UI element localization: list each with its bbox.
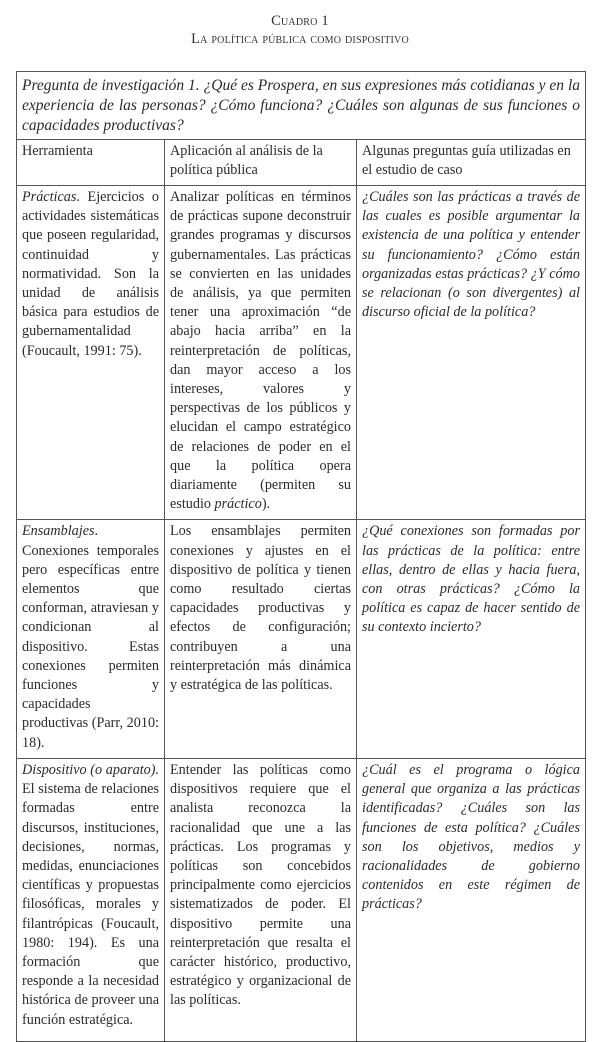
application-cell bbox=[165, 186, 357, 520]
tool-cell bbox=[17, 758, 165, 1041]
tool-term: Ensamblajes bbox=[22, 523, 95, 540]
questions-cell: ¿Cuál es el programa o lógica general que organiza a las prácticas identificadas? ¿Cuáles son las funciones de esta política? ¿Cuáles son los objetivos, medios y racionalidades de gobierno contenidos en este régimen de prácticas? bbox=[357, 758, 586, 1041]
table-row bbox=[17, 186, 586, 520]
table-caption bbox=[0, 12, 600, 48]
table-row bbox=[17, 520, 586, 758]
questions-cell: ¿Qué conexiones son formadas por las prácticas de la política: entre ellas, dentro de ellas y hacia fuera, con otras prácticas? ¿Cómo la política es capaz de hacer sentido de su contexto incierto? bbox=[357, 520, 586, 758]
tool-definition: . Ejercicios o actividades sistemáticas que poseen regularidad, continuidad y normatividad. Son la unidad de análisis básica para estudios de gubernamentalidad (Foucault, 1991: 75). bbox=[22, 189, 159, 359]
questions-cell: ¿Cuáles son las prácticas a través de las cuales es posible argumentar la existencia de una política y entender su funcionamiento? ¿Cómo están organizadas estas prácticas? ¿Y cómo se relacionan (o son divergentes) al discurso oficial de la política? bbox=[357, 186, 586, 520]
header-application: Aplicación al análisis de la política pública bbox=[165, 140, 357, 186]
application-emphasis: práctico bbox=[214, 496, 262, 513]
application-cell bbox=[165, 520, 357, 758]
tool-cell bbox=[17, 186, 165, 520]
header-row bbox=[17, 140, 586, 186]
question-row bbox=[17, 72, 586, 140]
application-text-end: ). bbox=[261, 496, 271, 513]
tool-term: Dispositivo (o aparato). bbox=[22, 761, 159, 778]
application-text: Entender las políticas como dispositivos requiere que el analista reconozca la racionalidad que une a las prácticas. Los programas y políticas son concebidos principalmente como ejercicios sistematizados de poder. El dispositivo permite una reinterpretación que resalta el carácter histórico, productivo, estratégico y organizacional de las políticas. bbox=[170, 761, 351, 1009]
caption-label: Cuadro 1 bbox=[271, 13, 329, 29]
policy-dispositive-table bbox=[16, 71, 586, 1042]
application-text: Analizar políticas en términos de prácticas supone deconstruir grandes programas y discursos gubernamentales. Las prácticas se convierten en las unidades de análisis, ya que permiten tener una aproximación “de abajo hacia arriba” en la reinterpretación de políticas, dan mayor acceso a los intereses, valores y perspectivas de los públicos y elucidan el campo estratégico de relaciones de poder en el que la política opera diariamente (permiten su estudio bbox=[170, 189, 351, 513]
application-cell bbox=[165, 758, 357, 1041]
tool-term: Prácticas bbox=[22, 189, 77, 205]
application-text: Los ensamblajes permiten conexiones y ajustes en el dispositivo de política y tienen como resultado ciertas capacidades productivas y efectos de configuración; contribuyen a una reinterpretación más dinámica y estratégica de las políticas. bbox=[170, 523, 351, 694]
table-row bbox=[17, 758, 586, 1041]
header-questions: Algunas preguntas guía utilizadas en el estudio de caso bbox=[357, 140, 586, 186]
header-tool: Herramienta bbox=[17, 140, 165, 186]
tool-cell bbox=[17, 520, 165, 758]
caption-title: La política pública como dispositivo bbox=[191, 31, 409, 47]
research-question: Pregunta de investigación 1. ¿Qué es Prospera, en sus expresiones más cotidianas y en la experiencia de las personas? ¿Cómo funciona? ¿Cuáles son algunas de sus funciones o capacidades productivas? bbox=[17, 72, 586, 140]
tool-definition: . Conexiones temporales pero específicas entre elementos que conforman, atraviesan y condicionan al dispositivo. Estas conexiones permiten funciones y capacidades productivas (Parr, 2010: 18). bbox=[22, 523, 159, 751]
tool-definition: El sistema de relaciones formadas entre discursos, instituciones, decisiones, normas, medidas, enunciaciones científicas y propuestas filosóficas, morales y filantrópicas (Foucault, 1980: 194). Es una formación que responde a la necesidad histórica de proveer una función estratégica. bbox=[22, 781, 159, 1028]
